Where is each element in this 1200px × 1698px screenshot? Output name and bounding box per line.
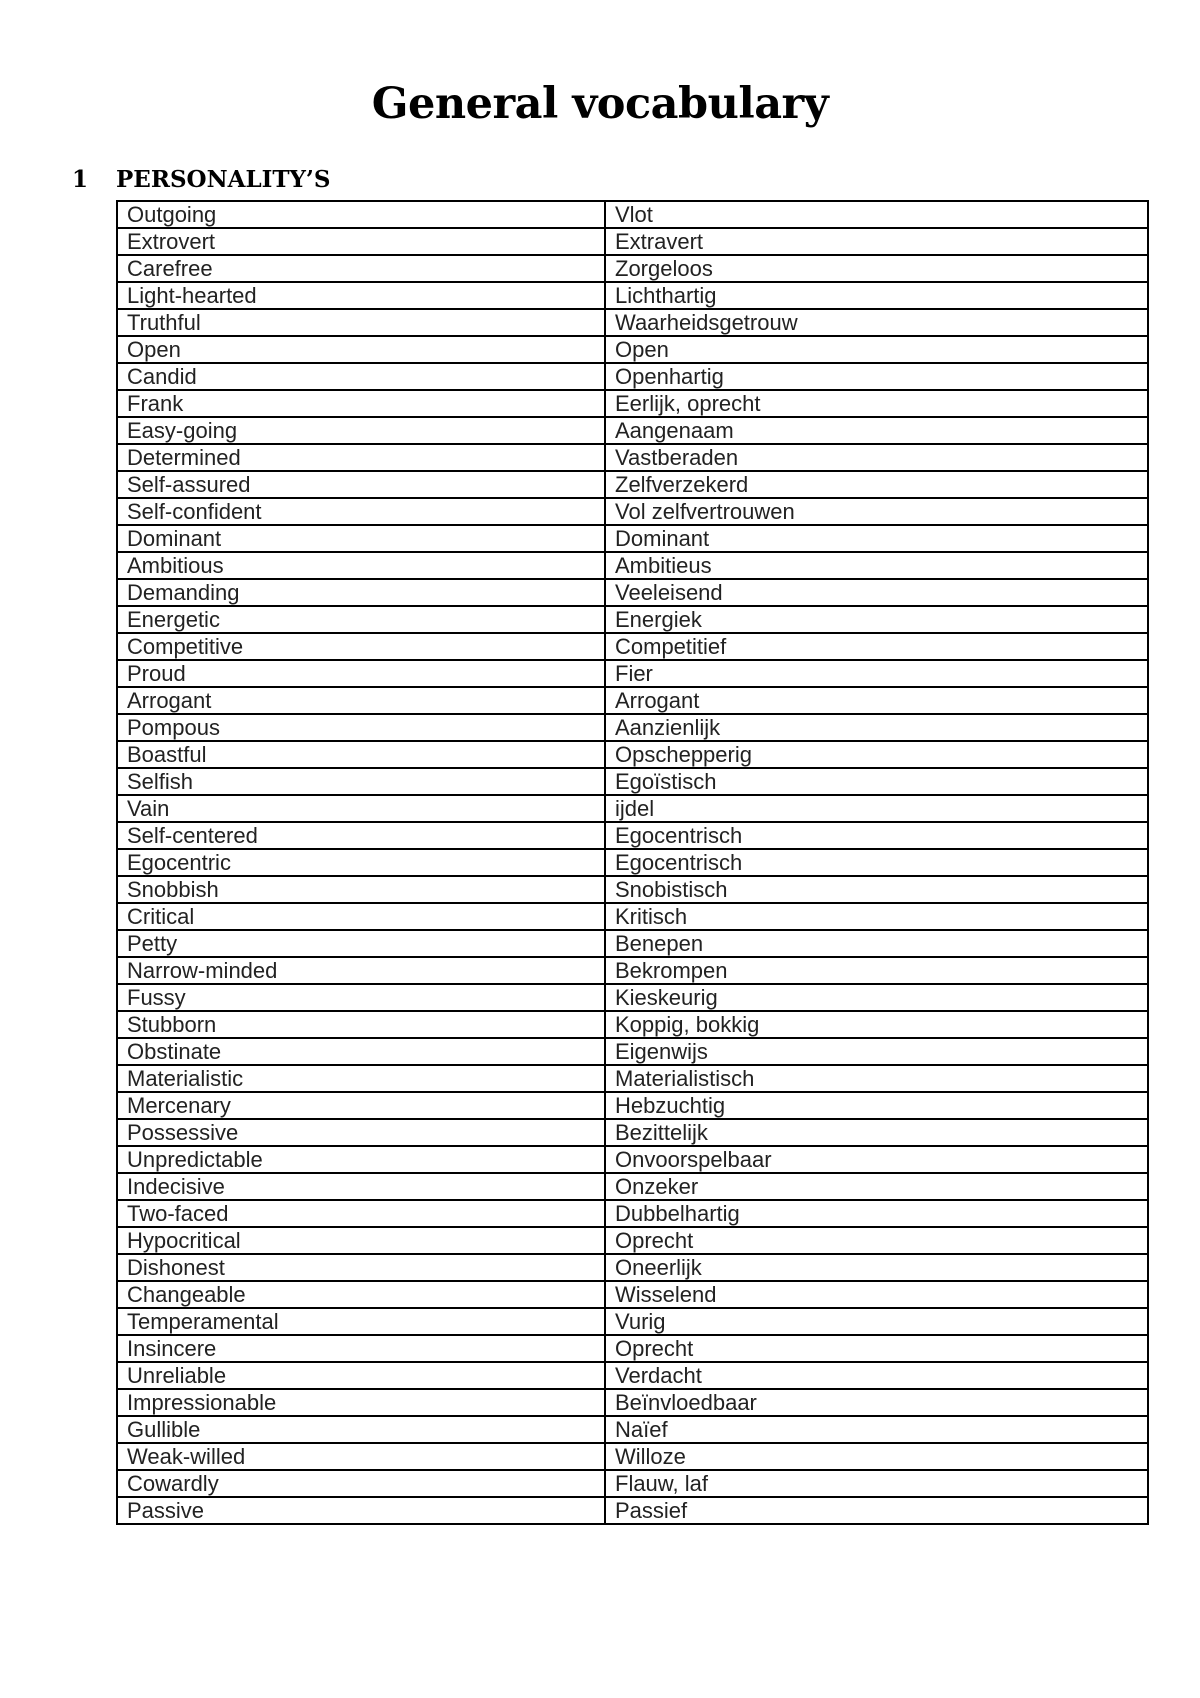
dutch-translation-cell: Zorgeloos — [605, 255, 1148, 282]
dutch-translation-cell: Opschepperig — [605, 741, 1148, 768]
dutch-translation-cell: Vastberaden — [605, 444, 1148, 471]
table-row — [117, 1416, 1148, 1443]
dutch-translation-cell: Ambitieus — [605, 552, 1148, 579]
dutch-translation-cell: Extravert — [605, 228, 1148, 255]
table-row — [117, 1011, 1148, 1038]
english-word-cell: Extrovert — [117, 228, 605, 255]
english-word-cell: Insincere — [117, 1335, 605, 1362]
english-word-cell: Truthful — [117, 309, 605, 336]
dutch-translation-cell: Egocentrisch — [605, 849, 1148, 876]
table-row — [117, 363, 1148, 390]
table-row — [117, 1497, 1148, 1524]
english-word-cell: Indecisive — [117, 1173, 605, 1200]
table-row — [117, 255, 1148, 282]
english-word-cell: Ambitious — [117, 552, 605, 579]
section-number: 1 — [72, 166, 89, 193]
english-word-cell: Fussy — [117, 984, 605, 1011]
dutch-translation-cell: Fier — [605, 660, 1148, 687]
table-row — [117, 1308, 1148, 1335]
english-word-cell: Arrogant — [117, 687, 605, 714]
english-word-cell: Self-centered — [117, 822, 605, 849]
english-word-cell: Changeable — [117, 1281, 605, 1308]
dutch-translation-cell: Aangenaam — [605, 417, 1148, 444]
english-word-cell: Petty — [117, 930, 605, 957]
dutch-translation-cell: Hebzuchtig — [605, 1092, 1148, 1119]
dutch-translation-cell: Beïnvloedbaar — [605, 1389, 1148, 1416]
english-word-cell: Determined — [117, 444, 605, 471]
table-row — [117, 552, 1148, 579]
dutch-translation-cell: Verdacht — [605, 1362, 1148, 1389]
table-row — [117, 606, 1148, 633]
table-row — [117, 741, 1148, 768]
english-word-cell: Temperamental — [117, 1308, 605, 1335]
english-word-cell: Possessive — [117, 1119, 605, 1146]
table-row — [117, 714, 1148, 741]
dutch-translation-cell: Wisselend — [605, 1281, 1148, 1308]
english-word-cell: Light-hearted — [117, 282, 605, 309]
dutch-translation-cell: Vurig — [605, 1308, 1148, 1335]
table-row — [117, 471, 1148, 498]
table-row — [117, 633, 1148, 660]
table-row — [117, 498, 1148, 525]
document-title: General vocabulary — [371, 79, 829, 129]
english-word-cell: Obstinate — [117, 1038, 605, 1065]
english-word-cell: Self-confident — [117, 498, 605, 525]
dutch-translation-cell: Egocentrisch — [605, 822, 1148, 849]
dutch-translation-cell: Koppig, bokkig — [605, 1011, 1148, 1038]
dutch-translation-cell: Vol zelfvertrouwen — [605, 498, 1148, 525]
dutch-translation-cell: Veeleisend — [605, 579, 1148, 606]
section-heading — [72, 164, 331, 196]
dutch-translation-cell: Dubbelhartig — [605, 1200, 1148, 1227]
table-row — [117, 849, 1148, 876]
table-row — [117, 579, 1148, 606]
table-row — [117, 930, 1148, 957]
vocabulary-table — [116, 200, 1149, 1525]
table-row — [117, 1470, 1148, 1497]
table-row — [117, 903, 1148, 930]
english-word-cell: Impressionable — [117, 1389, 605, 1416]
english-word-cell: Carefree — [117, 255, 605, 282]
dutch-translation-cell: Aanzienlijk — [605, 714, 1148, 741]
dutch-translation-cell: Naïef — [605, 1416, 1148, 1443]
table-row — [117, 417, 1148, 444]
table-row — [117, 1227, 1148, 1254]
dutch-translation-cell: Willoze — [605, 1443, 1148, 1470]
table-row — [117, 336, 1148, 363]
dutch-translation-cell: Oprecht — [605, 1227, 1148, 1254]
english-word-cell: Competitive — [117, 633, 605, 660]
english-word-cell: Weak-willed — [117, 1443, 605, 1470]
table-row — [117, 1443, 1148, 1470]
english-word-cell: Dishonest — [117, 1254, 605, 1281]
dutch-translation-cell: Onvoorspelbaar — [605, 1146, 1148, 1173]
english-word-cell: Pompous — [117, 714, 605, 741]
english-word-cell: Dominant — [117, 525, 605, 552]
table-row — [117, 1362, 1148, 1389]
english-word-cell: Passive — [117, 1497, 605, 1524]
dutch-translation-cell: Arrogant — [605, 687, 1148, 714]
english-word-cell: Energetic — [117, 606, 605, 633]
english-word-cell: Demanding — [117, 579, 605, 606]
english-word-cell: Self-assured — [117, 471, 605, 498]
table-row — [117, 309, 1148, 336]
english-word-cell: Unpredictable — [117, 1146, 605, 1173]
table-row — [117, 1335, 1148, 1362]
table-row — [117, 984, 1148, 1011]
table-row — [117, 1200, 1148, 1227]
dutch-translation-cell: Materialistisch — [605, 1065, 1148, 1092]
english-word-cell: Hypocritical — [117, 1227, 605, 1254]
english-word-cell: Open — [117, 336, 605, 363]
table-row — [117, 687, 1148, 714]
english-word-cell: Selfish — [117, 768, 605, 795]
table-row — [117, 390, 1148, 417]
table-row — [117, 1119, 1148, 1146]
dutch-translation-cell: Dominant — [605, 525, 1148, 552]
dutch-translation-cell: Egoïstisch — [605, 768, 1148, 795]
table-row — [117, 1146, 1148, 1173]
english-word-cell: Outgoing — [117, 201, 605, 228]
vocabulary-table-body — [117, 201, 1148, 1524]
english-word-cell: Egocentric — [117, 849, 605, 876]
english-word-cell: Materialistic — [117, 1065, 605, 1092]
table-row — [117, 1389, 1148, 1416]
dutch-translation-cell: Bekrompen — [605, 957, 1148, 984]
table-row — [117, 957, 1148, 984]
english-word-cell: Candid — [117, 363, 605, 390]
dutch-translation-cell: Lichthartig — [605, 282, 1148, 309]
dutch-translation-cell: Oneerlijk — [605, 1254, 1148, 1281]
dutch-translation-cell: Oprecht — [605, 1335, 1148, 1362]
dutch-translation-cell: Waarheidsgetrouw — [605, 309, 1148, 336]
dutch-translation-cell: Vlot — [605, 201, 1148, 228]
table-row — [117, 201, 1148, 228]
table-row — [117, 1065, 1148, 1092]
dutch-translation-cell: Kieskeurig — [605, 984, 1148, 1011]
table-row — [117, 795, 1148, 822]
table-row — [117, 1281, 1148, 1308]
english-word-cell: Mercenary — [117, 1092, 605, 1119]
section-title: PERSONALITY’S — [116, 166, 331, 193]
dutch-translation-cell: Kritisch — [605, 903, 1148, 930]
dutch-translation-cell: Snobistisch — [605, 876, 1148, 903]
dutch-translation-cell: Eigenwijs — [605, 1038, 1148, 1065]
dutch-translation-cell: Bezittelijk — [605, 1119, 1148, 1146]
english-word-cell: Proud — [117, 660, 605, 687]
table-row — [117, 660, 1148, 687]
dutch-translation-cell: Benepen — [605, 930, 1148, 957]
english-word-cell: Vain — [117, 795, 605, 822]
dutch-translation-cell: Open — [605, 336, 1148, 363]
table-row — [117, 1092, 1148, 1119]
table-row — [117, 876, 1148, 903]
table-row — [117, 1038, 1148, 1065]
english-word-cell: Unreliable — [117, 1362, 605, 1389]
dutch-translation-cell: Eerlijk, oprecht — [605, 390, 1148, 417]
table-row — [117, 444, 1148, 471]
english-word-cell: Gullible — [117, 1416, 605, 1443]
dutch-translation-cell: Openhartig — [605, 363, 1148, 390]
english-word-cell: Two-faced — [117, 1200, 605, 1227]
dutch-translation-cell: Competitief — [605, 633, 1148, 660]
dutch-translation-cell: Onzeker — [605, 1173, 1148, 1200]
dutch-translation-cell: Zelfverzekerd — [605, 471, 1148, 498]
english-word-cell: Critical — [117, 903, 605, 930]
english-word-cell: Boastful — [117, 741, 605, 768]
dutch-translation-cell: Flauw, laf — [605, 1470, 1148, 1497]
table-row — [117, 768, 1148, 795]
table-row — [117, 282, 1148, 309]
dutch-translation-cell: ijdel — [605, 795, 1148, 822]
english-word-cell: Cowardly — [117, 1470, 605, 1497]
table-row — [117, 822, 1148, 849]
english-word-cell: Frank — [117, 390, 605, 417]
english-word-cell: Stubborn — [117, 1011, 605, 1038]
table-row — [117, 1254, 1148, 1281]
english-word-cell: Narrow-minded — [117, 957, 605, 984]
english-word-cell: Snobbish — [117, 876, 605, 903]
dutch-translation-cell: Passief — [605, 1497, 1148, 1524]
table-row — [117, 228, 1148, 255]
dutch-translation-cell: Energiek — [605, 606, 1148, 633]
table-row — [117, 1173, 1148, 1200]
table-row — [117, 525, 1148, 552]
english-word-cell: Easy-going — [117, 417, 605, 444]
